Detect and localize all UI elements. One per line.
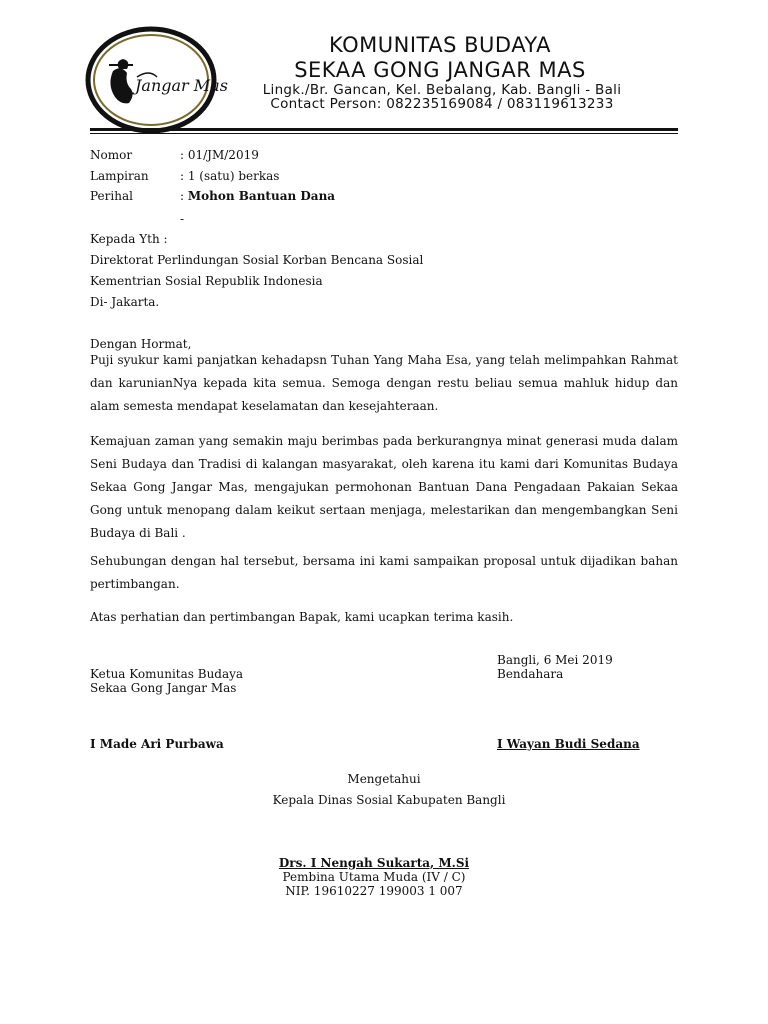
official-nip: NIP. 19610227 199003 1 007 — [285, 884, 463, 898]
official-title: Kepala Dinas Sosial Kabupaten Bangli — [272, 793, 506, 807]
paragraph-1: Puji syukur kami panjatkan kehadapsn Tuhan Yang Maha Esa, yang telah melimpahkan Rahmat dan karunianNya kepada kita semua. Semoga dengan restu beliau semua mahluk hidup dan alam semesta mendapat keselamatan dan kesejahteraan. — [90, 353, 678, 413]
right-signer-title: Bendahara — [497, 667, 564, 681]
acknowledge-label: Mengetahui — [347, 772, 421, 786]
paragraph-4: Atas perhatian dan pertimbangan Bapak, kami ucapkan terima kasih. — [90, 610, 514, 624]
nomor-label: Nomor — [90, 148, 133, 162]
left-signer-title2: Sekaa Gong Jangar Mas — [90, 681, 237, 695]
org-name-line2: SEKAA GONG JANGAR MAS — [294, 58, 586, 82]
org-contact: Contact Person: 082235169084 / 083119613233 — [270, 96, 614, 112]
paragraph-3: Sehubungan dengan hal tersebut, bersama ini kami sampaikan proposal untuk dijadikan bahan pertimbangan. — [90, 554, 678, 591]
lampiran-label: Lampiran — [90, 169, 149, 183]
perihal-value — [180, 188, 335, 204]
header-rule-thick — [90, 128, 678, 131]
org-name-line1: KOMUNITAS BUDAYA — [329, 33, 551, 57]
left-signer-name: I Made Ari Purbawa — [90, 737, 224, 751]
perihal-subject: Mohon Bantuan Dana — [187, 189, 336, 203]
lampiran-value: : 1 (satu) berkas — [180, 169, 280, 183]
left-signer-title1: Ketua Komunitas Budaya — [90, 667, 244, 681]
meta-dash: - — [180, 212, 185, 226]
official-name: Drs. I Nengah Sukarta, M.Si — [278, 856, 470, 870]
logo-wordmark: Jangar Mas — [135, 76, 228, 95]
org-address: Lingk./Br. Gancan, Kel. Bebalang, Kab. Bangli - Bali — [262, 82, 622, 98]
nomor-value: : 01/JM/2019 — [180, 148, 259, 162]
recipient-line1: Kepada Yth : — [90, 232, 168, 246]
salutation: Dengan Hormat, — [90, 337, 192, 351]
right-signer-name: I Wayan Budi Sedana — [497, 737, 640, 751]
recipient-line3: Kementrian Sosial Republik Indonesia — [90, 274, 323, 288]
perihal-label: Perihal — [90, 189, 133, 203]
header-rule-thin — [90, 133, 678, 134]
letter-date: Bangli, 6 Mei 2019 — [497, 653, 613, 667]
paragraph-2: Kemajuan zaman yang semakin maju berimbas pada berkurangnya minat generasi muda dalam Seni Budaya dan Tradisi di kalangan masyarakat, oleh karena itu kami dari Komunitas Budaya Sekaa Gong Jangar Mas, mengajukan permohonan Bantuan Dana Pengadaan Pakaian Sekaa Gong untuk menopang dalam keikut sertaan menjaga, melestarikan dan mengembangkan Seni Budaya di Bali . — [90, 434, 678, 540]
perihal-colon: : — [180, 189, 185, 203]
recipient-line4: Di- Jakarta. — [90, 295, 160, 309]
official-rank: Pembina Utama Muda (IV / C) — [282, 870, 466, 884]
recipient-line2: Direktorat Perlindungan Sosial Korban Bencana Sosial — [90, 253, 424, 267]
organization-logo — [85, 25, 228, 135]
